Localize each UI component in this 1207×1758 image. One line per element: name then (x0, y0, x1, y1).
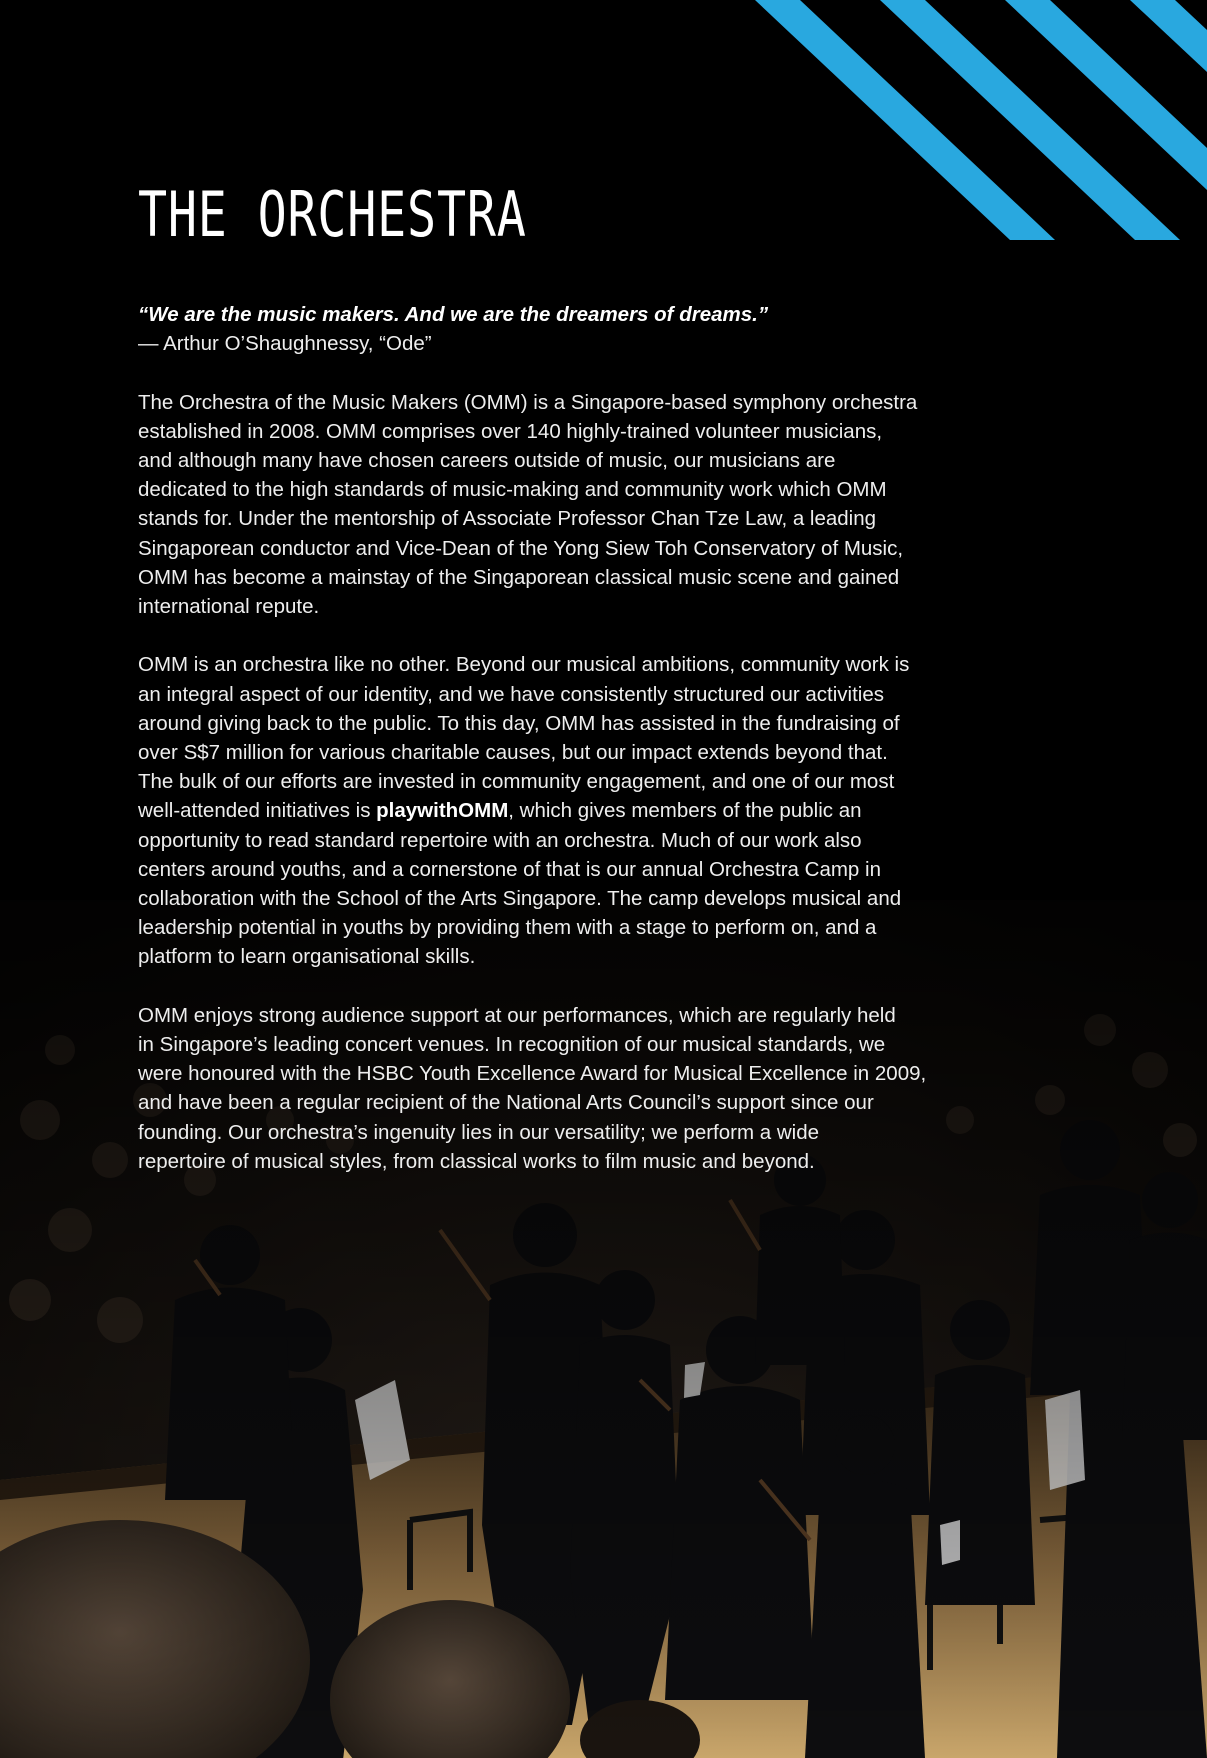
paragraph-recognition (138, 1001, 1078, 1176)
text-line: platform to learn organisational skills. (138, 945, 476, 969)
text-line: opportunity to read standard repertoire with an orchestra. Much of our work also (138, 828, 862, 852)
text-line: established in 2008. OMM comprises over 140 highly-trained volunteer musicians, (138, 419, 883, 443)
text-line: centers around youths, and a cornerstone of that is our annual Orchestra Camp in (138, 857, 881, 881)
text-line: an integral aspect of our identity, and we have consistently structured our activities (138, 682, 884, 706)
text-line: repertoire of musical styles, from classical works to film music and beyond. (138, 1149, 815, 1173)
epigraph-attribution: — Arthur O’Shaughnessy, “Ode” (138, 332, 432, 356)
text-line: around giving back to the public. To this day, OMM has assisted in the fundraising of (138, 711, 900, 735)
text-line-highlight (138, 796, 1078, 825)
text-line: Singaporean conductor and Vice-Dean of the Yong Siew Toh Conservatory of Music, (138, 536, 904, 560)
text-line: international repute. (138, 595, 320, 619)
text-line: founding. Our orchestra’s ingenuity lies in our versatility; we perform a wide (138, 1120, 819, 1144)
text-line: stands for. Under the mentorship of Associate Professor Chan Tze Law, a leading (138, 507, 877, 531)
paragraph-about (138, 388, 1078, 622)
text-line: leadership potential in youths by providing them with a stage to perform on, and a (138, 916, 877, 940)
text-fragment: , which gives members of the public an (508, 799, 862, 823)
text-line: and although many have chosen careers outside of music, our musicians are (138, 449, 836, 472)
page-title: THE ORCHESTRA (138, 178, 527, 251)
body-content (138, 300, 1078, 1176)
text-fragment: well-attended initiatives is (138, 799, 377, 823)
paragraph-community (138, 650, 1078, 971)
text-line: over S$7 million for various charitable causes, but our impact extends beyond that. (138, 741, 888, 765)
text-line: were honoured with the HSBC Youth Excellence Award for Musical Excellence in 2009, (138, 1062, 927, 1086)
text-line: OMM is an orchestra like no other. Beyond our musical ambitions, community work is (138, 653, 910, 677)
text-line: OMM enjoys strong audience support at our performances, which are regularly held (138, 1003, 896, 1027)
text-line: The Orchestra of the Music Makers (OMM) is a Singapore-based symphony orchestra (138, 390, 918, 414)
text-line: collaboration with the School of the Arts Singapore. The camp develops musical and (138, 887, 902, 911)
text-line: The bulk of our efforts are invested in community engagement, and one of our most (138, 770, 895, 794)
text-line: in Singapore’s leading concert venues. In recognition of our musical standards, we (138, 1033, 886, 1057)
text-line: OMM has become a mainstay of the Singaporean classical music scene and gained (138, 565, 900, 589)
epigraph-quote: “We are the music makers. And we are the dreamers of dreams.” (138, 303, 769, 326)
playwithomm-term: playwithOMM (376, 799, 509, 823)
text-line: dedicated to the high standards of music-making and community work which OMM (138, 478, 887, 502)
text-line: and have been a regular recipient of the National Arts Council’s support since our (138, 1091, 874, 1115)
